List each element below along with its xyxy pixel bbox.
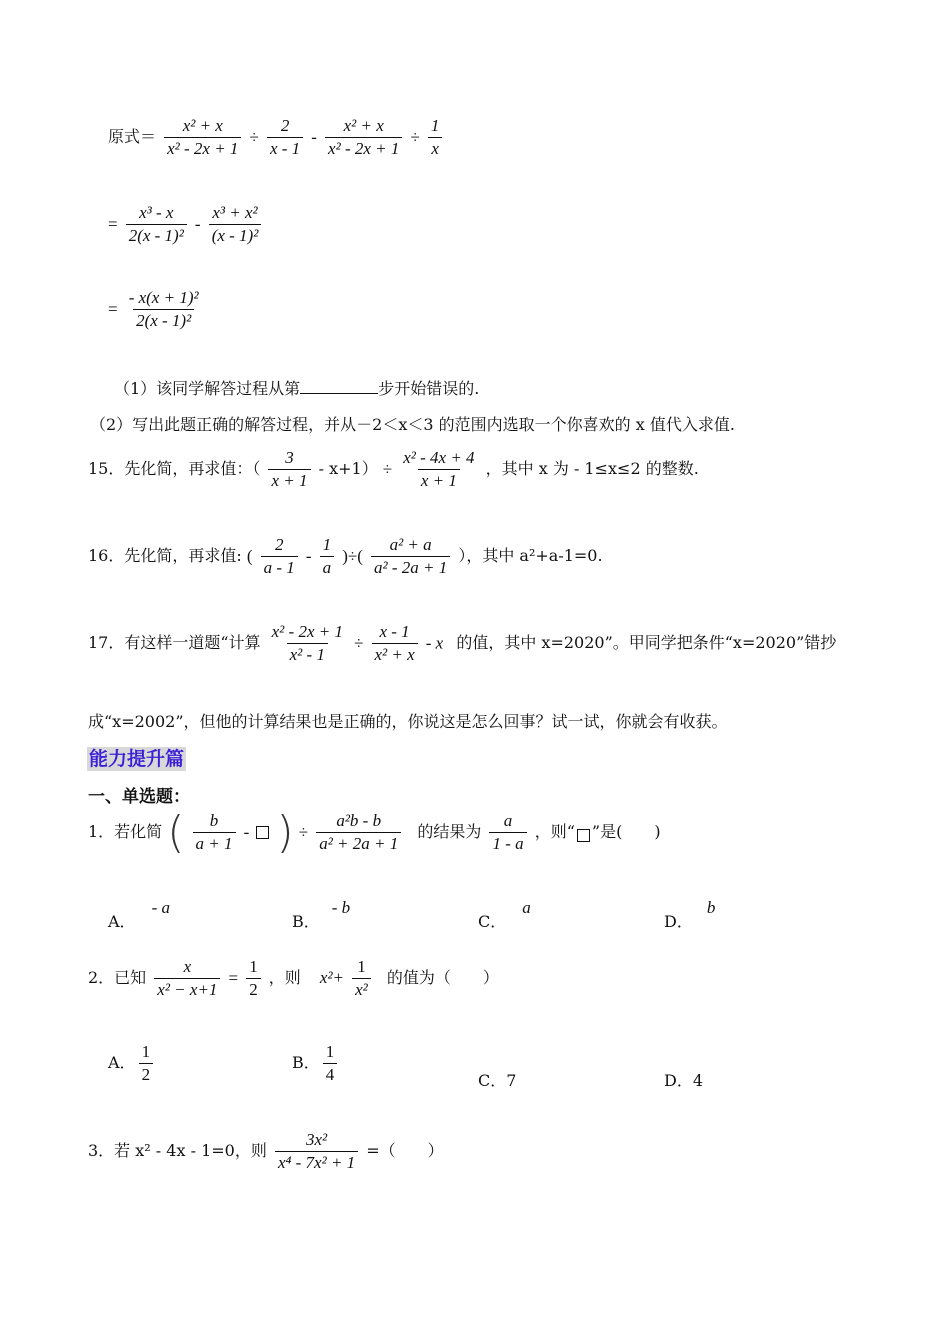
q14-part1: （1）该同学解答过程从第 步开始错误的. (114, 379, 480, 398)
fraction: $\frac{\text{- x(x + 1)²}}{\text{2(x - 1)²}}$ (128, 288, 199, 330)
fraction: $\frac{2}{x - 1}$ (267, 116, 303, 159)
fraction: $\frac{1}{2}$ (246, 957, 261, 1000)
question-17: 17．有这样一道题“计算 $\frac{\text{x² - 2x + 1}}{\text{x² - 1}}$ ÷ $\frac{x - 1}{\text{x² + x}}$ - x 的值，其中 x=2020”。甲同学把条件“x=2020”错抄 (88, 622, 837, 664)
mc-question-1: 1．若化简 ( $\frac{b}{a + 1}$ - ) ÷ $\frac{\text{a²b - b}}{\text{a² + 2a + 1}}$ 的结果为 $\frac{a}{1 - a}$ ，则“ ”是( ) (88, 807, 661, 858)
fraction: $\frac{\text{x³ - x}}{\text{2(x - 1)²}}$ (126, 203, 187, 246)
mc1-option-b[interactable]: B．- b (292, 898, 351, 931)
mc1-option-c[interactable]: C．a (478, 898, 531, 931)
mc2-option-d[interactable]: D．4 (664, 1071, 704, 1090)
fraction: $\frac{x - 1}{\text{x² + x}}$ (372, 622, 418, 665)
fraction: $\frac{1}{\text{x²}}$ (352, 957, 371, 1000)
fraction: $\frac{3}{x + 1}$ (268, 448, 310, 491)
fraction: $\frac{b}{a + 1}$ (193, 811, 236, 854)
placeholder-box-icon (256, 826, 269, 839)
original-label: 原式＝ (108, 127, 157, 146)
fraction: $\frac{\text{x² - 2x + 1}}{\text{x² - 1}}$ (271, 622, 343, 664)
fraction: $\frac{\text{3x²}}{\text{x⁴ - 7x² + 1}}$ (275, 1130, 358, 1173)
fraction: $\frac{1}{a}$ (320, 535, 335, 578)
derivation-line-2: = $\frac{\text{x³ - x}}{\text{2(x - 1)²}}$ - $\frac{\text{x³ + x²}}{\text{(x - 1)²}}$ (108, 203, 264, 246)
section-title: 能力提升篇 (89, 748, 185, 770)
derivation-line-3: = $\frac{\text{- x(x + 1)²}}{\text{2(x - 1)²}}$ (108, 288, 205, 331)
question-17-line-2: 成“x=2002”，但他的计算结果也是正确的，你说这是怎么回事？试一试，你就会有收获。 (88, 712, 728, 731)
fraction: $\frac{\text{a²b - b}}{\text{a² + 2a + 1}}$ (316, 811, 401, 854)
mc1-option-a[interactable]: A．- a (108, 898, 170, 931)
mc2-option-a[interactable]: A． $\frac{1}{2}$ (108, 1042, 156, 1085)
derivation-line-1: 原式＝ $\frac{\text{x² + x}}{\text{x² - 2x + 1}}$ ÷ $\frac{2}{x - 1}$ - $\frac{\text{x² + x}}{\text{x² - 2x + 1}}$ ÷ $\frac{1}{x}$ (108, 116, 445, 159)
mc-question-2: 2．已知 $\frac{x}{\text{x² − x+1}}$ = $\frac{1}{2}$ ，则 x²+ $\frac{1}{\text{x²}}$ 的值为（ ） (88, 957, 499, 999)
mc2-option-b[interactable]: B． $\frac{1}{4}$ (292, 1042, 340, 1085)
mc1-option-d[interactable]: D．b (664, 898, 716, 931)
q14-part2: （2）写出此题正确的解答过程，并从－2＜x＜3 的范围内选取一个你喜欢的 x 值代入求值. (90, 415, 735, 434)
section-heading: 一、单选题： (88, 787, 190, 807)
fraction: $\frac{\text{x² + x}}{\text{x² - 2x + 1}}$ (164, 116, 241, 159)
fraction: $\frac{\text{x² - 4x + 4}}{x + 1}$ (403, 448, 475, 490)
fraction: $\frac{a}{1 - a}$ (489, 811, 526, 854)
fraction: $\frac{1}{x}$ (428, 116, 443, 159)
fraction: $\frac{x}{\text{x² − x+1}}$ (154, 957, 220, 1000)
question-16: 16．先化简，再求值: ( $\frac{2}{a - 1}$ - $\frac{1}{a}$ )÷( $\frac{\text{a² + a}}{\text{a² - 2a + 1}}$ ），其中 a²+a-1=0. (88, 535, 603, 577)
fraction: $\frac{\text{a² + a}}{\text{a² - 2a + 1}}$ (371, 535, 450, 578)
mc-question-3: 3．若 x² - 4x - 1=0，则 $\frac{\text{3x²}}{\text{x⁴ - 7x² + 1}}$ =（ ） (88, 1130, 444, 1172)
fraction: $\frac{\text{x³ + x²}}{\text{(x - 1)²}}$ (209, 203, 262, 246)
mc2-option-c[interactable]: C．7 (478, 1071, 517, 1090)
placeholder-box-icon (577, 829, 590, 842)
fraction: $\frac{2}{a - 1}$ (261, 535, 298, 578)
question-15: 15．先化简，再求值：（ $\frac{3}{x + 1}$ - x+1） ÷ $\frac{\text{x² - 4x + 4}}{x + 1}$ ，其中 x 为 - 1≤x≤2 的整数. (88, 448, 699, 490)
fraction: $\frac{\text{x² + x}}{\text{x² - 2x + 1}}$ (325, 116, 402, 159)
answer-blank[interactable] (300, 379, 378, 394)
